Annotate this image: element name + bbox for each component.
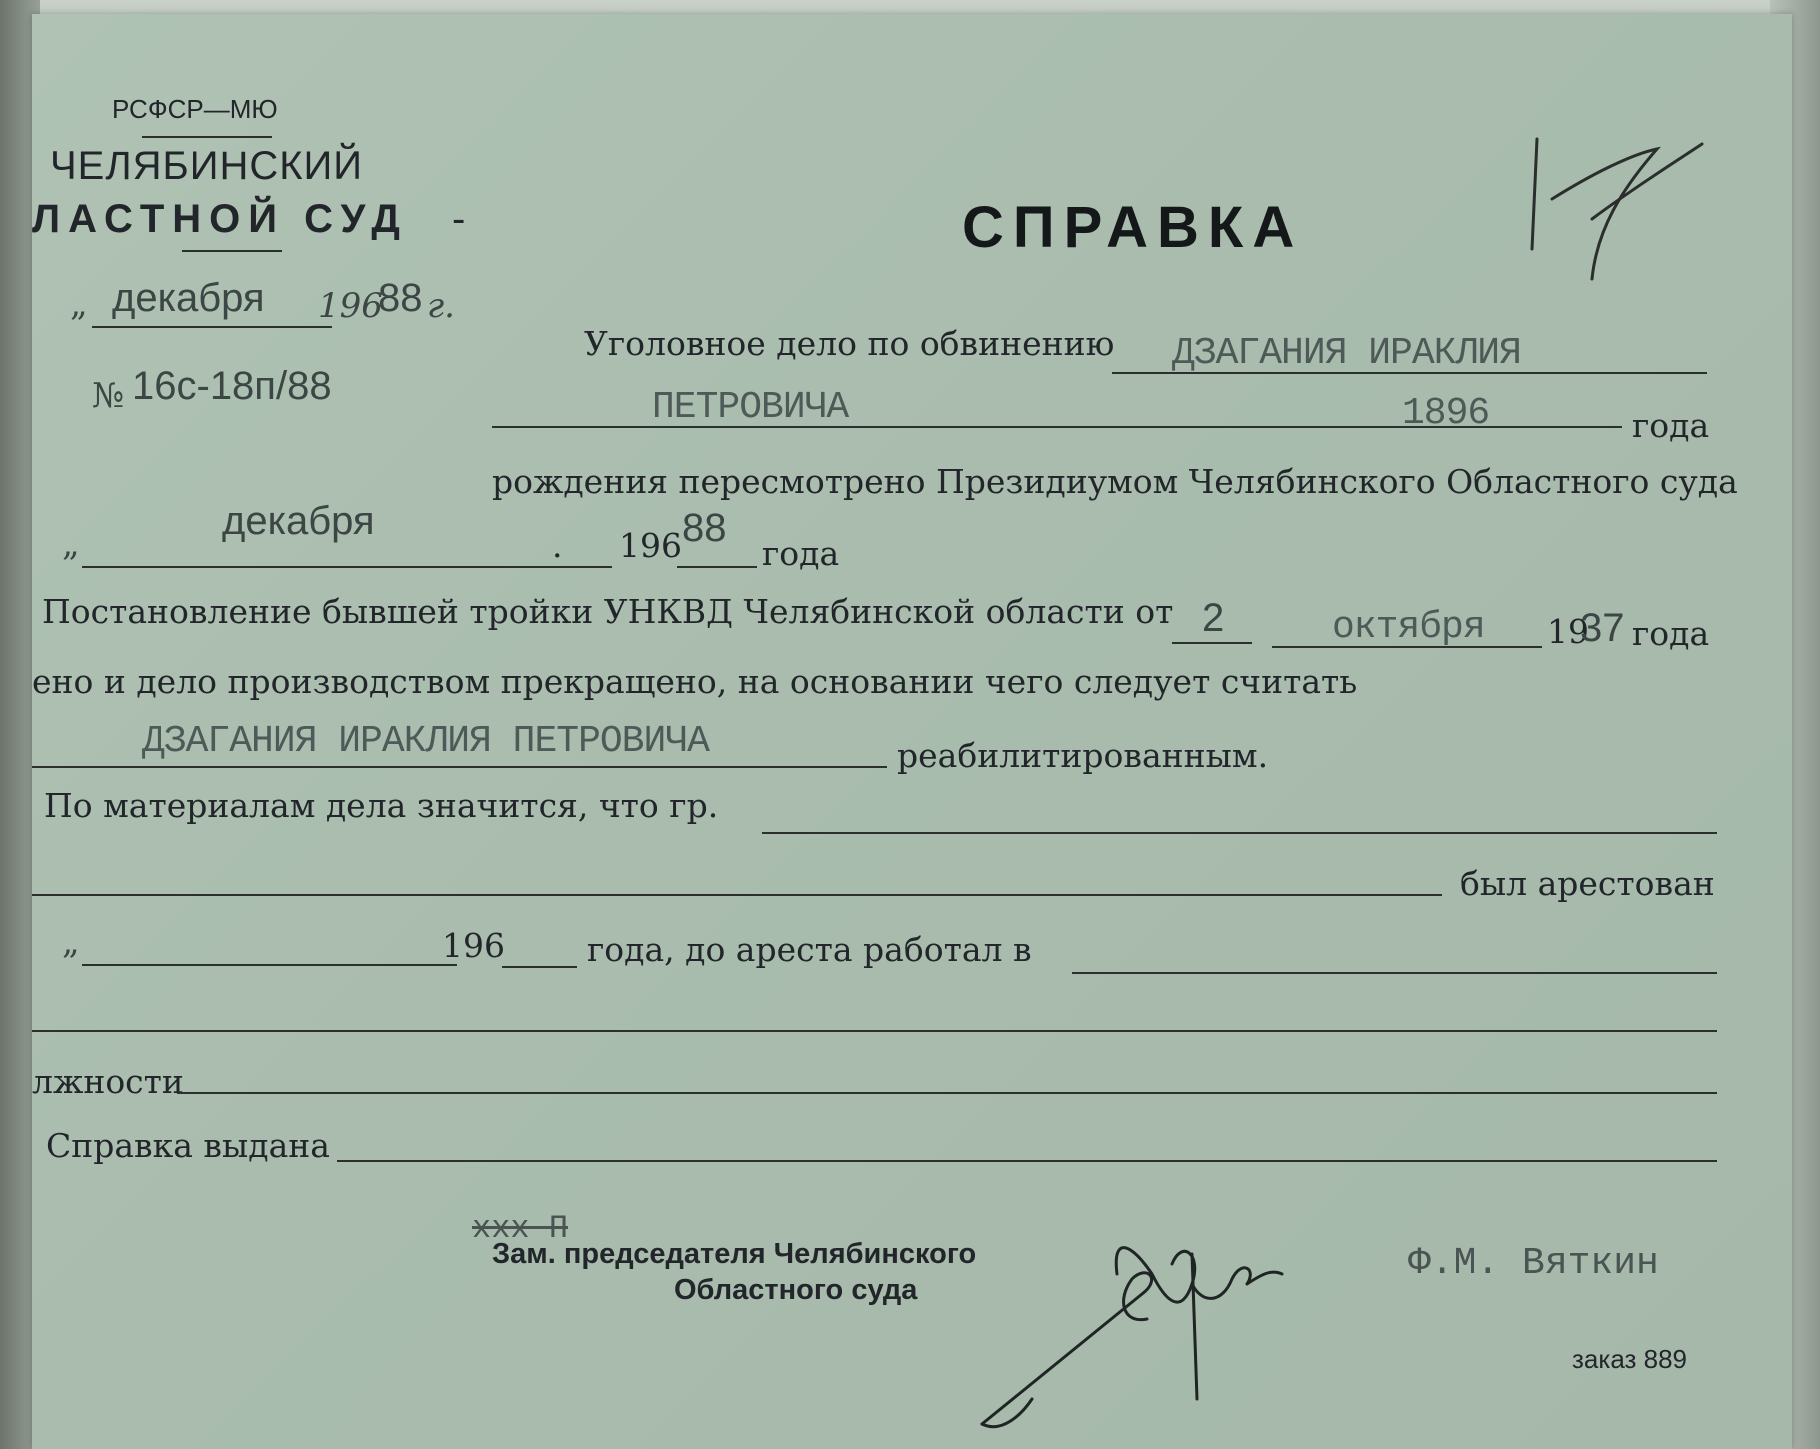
issued-text: Справка выдана: [46, 1126, 330, 1165]
review-dot: .: [552, 526, 563, 565]
arrest-work-text: года, до ареста работал в: [587, 930, 1032, 969]
order-number: заказ 889: [1572, 1344, 1688, 1374]
rehabilitated-word: реабилитированным.: [897, 736, 1269, 775]
reviewed-text: рождения пересмотрено Президиумом Челябинского Областного суда: [492, 462, 1738, 501]
resolution-year-word: года: [1632, 614, 1710, 653]
resolution-day: 2: [1202, 596, 1225, 640]
header-date-g: г.: [427, 286, 455, 326]
struck-text: ххх П: [472, 1210, 569, 1247]
review-month-value: декабря: [222, 499, 375, 543]
review-year-word: года: [762, 534, 840, 573]
accused-patronymic-value: ПЕТРОВИЧА: [652, 386, 849, 429]
header-number-value: 16с-18п/88: [132, 364, 332, 408]
arrest-year-prefix: 196: [442, 926, 505, 965]
review-quote: „: [62, 524, 80, 564]
materials-text: По материалам дела значится, что гр.: [44, 786, 719, 825]
resolution-year-prefix: 19: [1547, 612, 1589, 651]
ministry-label: РСФСР—МЮ: [112, 94, 278, 124]
document-sheet: [32, 14, 1792, 1449]
page-title: СПРАВКА: [962, 195, 1304, 260]
rehabilitated-name: ДЗАГАНИЯ ИРАКЛИЯ ПЕТРОВИЧА: [142, 720, 709, 763]
signature-title-line2: Областного суда: [674, 1274, 918, 1306]
resolution-text: Постановление бывшей тройки УНКВД Челябинской области от: [42, 592, 1174, 631]
court-name-line2: ЛАСТНОЙ СУД: [32, 197, 408, 241]
arrested-text: был арестован: [1460, 864, 1715, 903]
accused-name-value: ДЗАГАНИЯ ИРАКЛИЯ: [1172, 332, 1521, 375]
birth-year-word: года: [1632, 406, 1710, 445]
arrest-quote: „: [62, 922, 80, 962]
review-year-suffix: 88: [682, 506, 727, 550]
resolution-month: октября: [1332, 606, 1485, 649]
header-date-quote: „: [70, 284, 88, 324]
header-number-label: №: [92, 376, 125, 416]
header-date-year-suffix: 88: [378, 276, 423, 320]
court-name-dash: -: [452, 197, 467, 241]
header-date-month: декабря: [112, 276, 265, 320]
birth-year-value: 1896: [1402, 392, 1490, 435]
resolution-year-suffix: 37: [1580, 606, 1625, 650]
review-year-prefix: 196: [619, 526, 682, 565]
handwritten-page-number: [32, 14, 1792, 1449]
position-text: лжности: [32, 1062, 184, 1101]
criminal-case-label: Уголовное дело по обвинению: [584, 324, 1115, 363]
header-date-year-prefix: 196: [318, 286, 383, 326]
signatory-name: Ф.М. Вяткин: [1408, 1242, 1659, 1285]
cancelled-text: ено и дело производством прекращено, на основании чего следует считать: [32, 662, 1358, 701]
signature-title-line1: Зам. председателя Челябинского: [492, 1238, 977, 1270]
court-name-line1: ЧЕЛЯБИНСКИЙ: [50, 144, 364, 188]
